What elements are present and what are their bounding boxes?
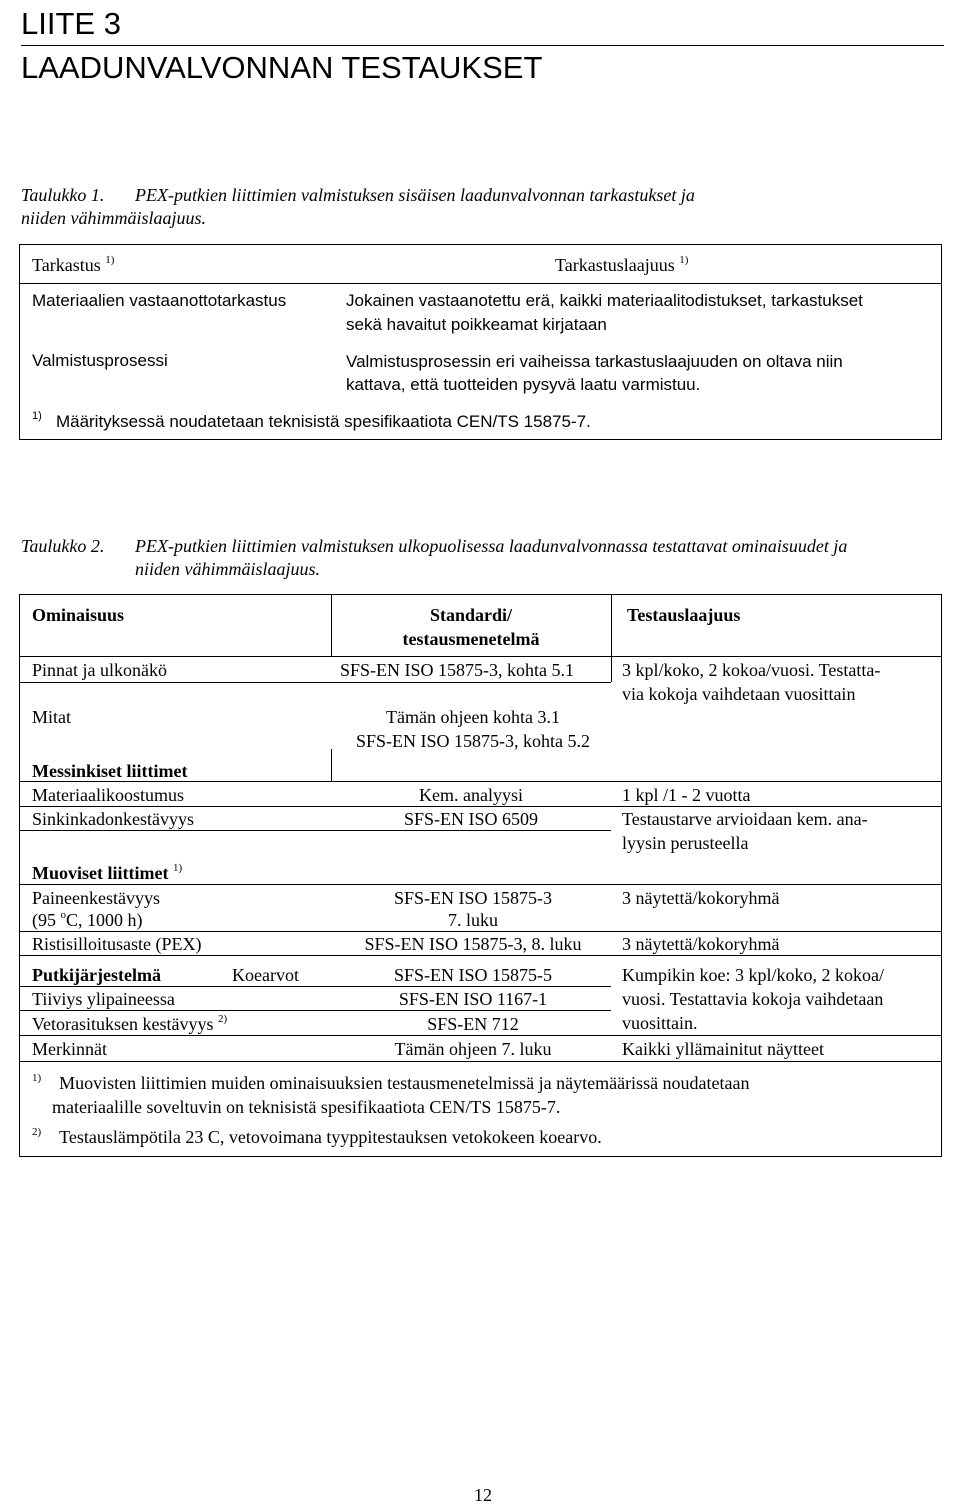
table1-header-divider [19,283,942,284]
table2-header-standardi: Standardi/ [429,605,513,625]
table1-row2-right-line1: Valmistusprosessin eri vaiheissa tarkastuslaajuuden on oltava niin [346,352,843,371]
row-divider [19,986,611,987]
table1-row2-left: Valmistusprosessi [32,351,168,370]
table2-footnote1-line2: materiaalille soveltuvin on teknisistä spesifikaatiota CEN/TS 15875-7. [52,1097,561,1117]
row-ristisill-extent: 3 näytettä/kokoryhmä [622,934,780,954]
table2-header-testauslaajuus: Testauslaajuus [627,605,741,625]
row-merkinnat-method: Tämän ohjeen 7. luku [394,1039,552,1059]
table1-row2-right-line2: kattava, että tuotteiden pysyvä laatu varmistuu. [346,375,701,394]
row-pinnat-property: Pinnat ja ulkonäkö [32,660,167,680]
row-sinkin-extent-line1: Testaustarve arvioidaan kem. ana- [622,809,868,829]
col-divider [611,594,612,656]
table1-header-tarkastus: Tarkastus $^{1)}$ [32,254,115,275]
table2-header-ominaisuus: Ominaisuus [32,605,125,625]
table1-row1-right-line2: sekä havaitut poikkeamat kirjataan [346,315,607,334]
row-tiiviys-property: Tiiviys ylipaineessa [32,989,175,1009]
row-putki-koearvot: Koearvot [232,965,299,985]
row-merkinnat-extent: Kaikki yllämainitut näytteet [622,1039,824,1059]
table1-row1-right-line1: Jokainen vastaanotettu erä, kaikki materiaalitodistukset, tarkastukset [346,291,863,310]
row-divider [19,682,611,683]
row-ristisill-property: Ristisilloitusaste (PEX) [32,934,202,954]
row-divider [19,1061,942,1062]
table1-caption-line2: niiden vähimmäislaajuus. [21,208,206,228]
row-veto-method: SFS-EN 712 [427,1014,519,1034]
row-divider [19,656,942,657]
row-divider [19,884,942,885]
row-sinkin-method: SFS-EN ISO 6509 [403,809,539,829]
row-paine-method-line2: 7. luku [447,910,498,930]
row-putki-extent-line2: vuosi. Testattavia kokoja vaihdetaan [622,989,884,1009]
row-paine-property-line2: (95 $^o$C, 1000 h) [32,909,143,930]
row-putki-method: SFS-EN ISO 15875-5 [393,965,553,985]
table2-caption-label: Taulukko 2. [21,536,105,556]
row-putki-extent-line1: Kumpikin koe: 3 kpl/koko, 2 kokoa/ [622,965,884,985]
table1-caption-label: Taulukko 1. [21,185,105,205]
row-mitat-property: Mitat [32,707,71,727]
row-putki-extent-line3: vuosittain. [622,1013,698,1033]
section-muoviset-liittimet: Muoviset liittimet $^{1)}$ [32,862,183,883]
page-title: LAADUNVALVONNAN TESTAUKSET [21,50,543,85]
table2-caption-line2: niiden vähimmäislaajuus. [135,559,320,579]
row-paine-property-line1: Paineenkestävyys [32,888,160,908]
row-materiaali-property: Materiaalikoostumus [32,785,184,805]
col-divider [331,749,332,781]
row-divider [19,955,942,956]
row-divider [19,806,942,807]
table1-row1-left: Materiaalien vastaanottotarkastus [32,291,287,310]
row-pinnat-extent-line1: 3 kpl/koko, 2 kokoa/vuosi. Testatta- [622,660,881,680]
section-messinkiset-liittimet: Messinkiset liittimet [32,761,188,781]
appendix-number: LIITE 3 [21,6,121,41]
row-mitat-method-line2: SFS-EN ISO 15875-3, kohta 5.2 [355,731,590,751]
row-mitat-method-line1: Tämän ohjeen kohta 3.1 [386,707,560,727]
table2-footnote1-line1: $^{1)}$ Muovisten liittimien muiden ominaisuuksien testausmenetelmissä ja näytemäärissä noudatetaan [32,1072,750,1093]
row-pinnat-extent-line2: via kokoja vaihdetaan vuosittain [622,684,856,704]
row-sinkin-extent-line2: lyysin perusteella [622,833,749,853]
row-materiaali-method: Kem. analyysi [419,785,523,805]
row-divider [19,830,611,831]
row-paine-extent: 3 näytettä/kokoryhmä [622,888,780,908]
row-divider [19,1035,942,1036]
row-materiaali-extent: 1 kpl /1 - 2 vuotta [622,785,751,805]
row-tiiviys-method: SFS-EN ISO 1167-1 [398,989,548,1009]
row-sinkin-property: Sinkinkadonkestävyys [32,809,194,829]
heading-rule [21,45,944,46]
table1-caption-line1: PEX-putkien liittimien valmistuksen sisäisen laadunvalvonnan tarkastukset ja [135,185,695,205]
row-veto-property: Vetorasituksen kestävyys $^{2)}$ [32,1013,228,1034]
table2-caption-line1: PEX-putkien liittimien valmistuksen ulkopuolisessa laadunvalvonnassa testattavat ominaisuudet ja [135,536,848,556]
table2-footnote2: $^{2)}$ Testauslämpötila 23 C, vetovoimana tyyppitestauksen vetokokeen koearvo. [32,1126,602,1147]
row-putki-property: Putkijärjestelmä [32,965,161,985]
row-ristisill-method: SFS-EN ISO 15875-3, 8. luku [364,934,582,954]
row-pinnat-method: SFS-EN ISO 15875-3, kohta 5.1 [340,660,575,680]
col-divider [611,656,612,682]
table1-header-tarkastuslaajuus: Tarkastuslaajuus $^{1)}$ [555,254,689,275]
page-number: 12 [474,1485,492,1505]
table2-header-testausmenetelma: testausmenetelmä [402,629,540,649]
row-merkinnat-property: Merkinnät [32,1039,107,1059]
row-divider [19,1010,611,1011]
table1-footnote: $^{1)}$ Määrityksessä noudatetaan teknisistä spesifikaatiota CEN/TS 15875-7. [32,410,591,431]
row-paine-method-line1: SFS-EN ISO 15875-3 [393,888,553,908]
row-divider [19,931,942,932]
